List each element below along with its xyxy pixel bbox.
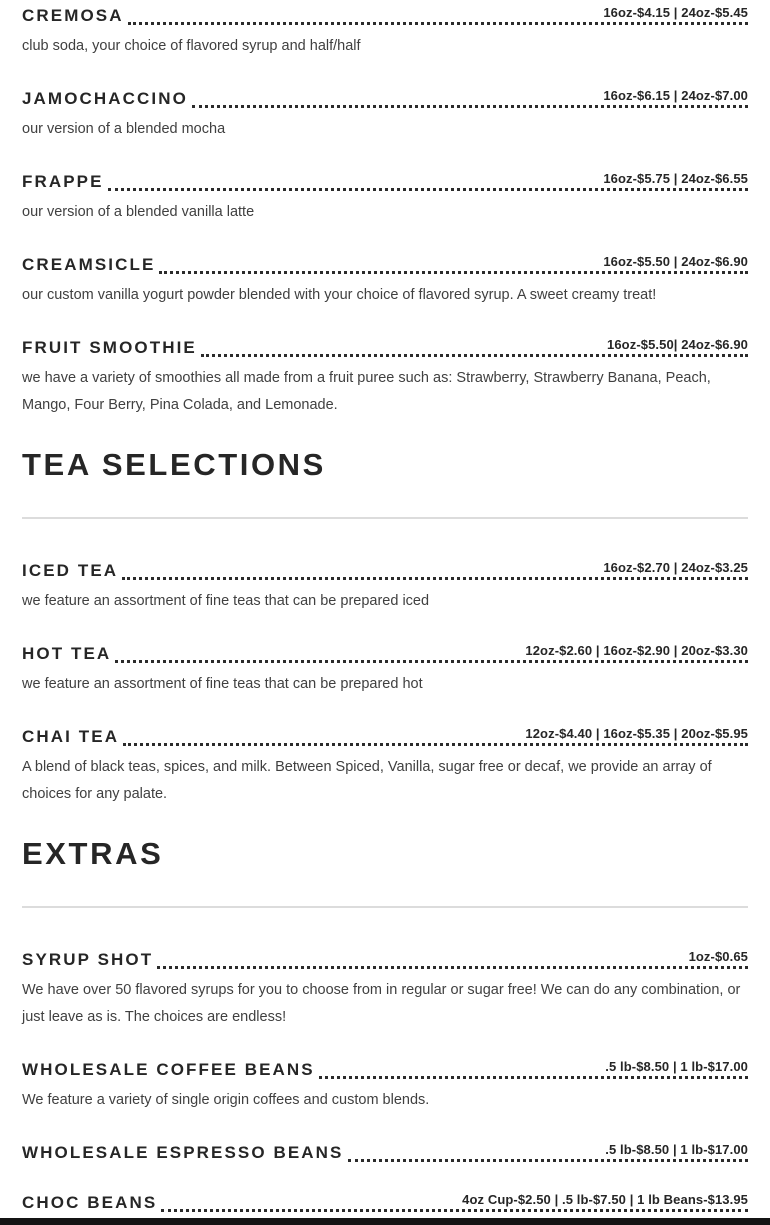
section-heading: EXTRAS: [22, 836, 164, 871]
menu-item-header: [22, 643, 748, 665]
menu-item-title: ICED TEA: [22, 561, 119, 580]
menu-section-tea-selections: [22, 447, 748, 808]
menu-item-title: JAMOCHACCINO: [22, 89, 188, 108]
menu-item-frappe: [22, 171, 748, 226]
dotted-leader: [201, 354, 748, 357]
menu-item-header: [22, 171, 748, 193]
menu-item-title: SYRUP SHOT: [22, 950, 154, 969]
menu-item-price: 12oz-$2.60 | 16oz-$2.90 | 20oz-$3.30: [525, 643, 748, 658]
menu-section-blended-drinks: [22, 5, 748, 419]
section-divider: [22, 517, 748, 519]
menu-item-header: [22, 5, 748, 27]
menu-item-wholesale-coffee-beans: [22, 1059, 748, 1114]
menu-item-description: We have over 50 flavored syrups for you to choose from in regular or sugar free! We can do any combination, or just leave as is. The choices are endless!: [22, 982, 741, 1025]
menu-item-price: .5 lb-$8.50 | 1 lb-$17.00: [605, 1059, 748, 1074]
menu-item-title: FRUIT SMOOTHIE: [22, 338, 197, 357]
menu-item-header: [22, 1059, 748, 1081]
menu-item-header: [22, 88, 748, 110]
menu-item-wholesale-espresso-beans: [22, 1142, 748, 1164]
dotted-leader: [115, 660, 748, 663]
menu-item-title: WHOLESALE ESPRESSO BEANS: [22, 1143, 344, 1162]
menu-item-price: 16oz-$4.15 | 24oz-$5.45: [603, 5, 748, 20]
menu-item-price: 16oz-$6.15 | 24oz-$7.00: [603, 88, 748, 103]
dotted-leader: [128, 22, 748, 25]
menu-item-price: 12oz-$4.40 | 16oz-$5.35 | 20oz-$5.95: [525, 726, 748, 741]
menu-item-price: 16oz-$2.70 | 24oz-$3.25: [603, 560, 748, 575]
menu-item-header: [22, 254, 748, 276]
menu-item-description: our custom vanilla yogurt powder blended with your choice of flavored syrup. A sweet creamy treat!: [22, 287, 657, 303]
menu-item-price: 16oz-$5.50| 24oz-$6.90: [607, 337, 748, 352]
dotted-leader: [123, 743, 748, 746]
menu-item-header: [22, 560, 748, 582]
section-heading: TEA SELECTIONS: [22, 447, 326, 482]
menu-item-fruit-smoothie: [22, 337, 748, 419]
menu-item-price: 4oz Cup-$2.50 | .5 lb-$7.50 | 1 lb Beans-$13.95: [462, 1192, 748, 1207]
dotted-leader: [122, 577, 748, 580]
menu-item-chai-tea: [22, 726, 748, 808]
menu-item-title: CREAMSICLE: [22, 255, 156, 274]
menu-item-header: [22, 1192, 748, 1214]
dotted-leader: [319, 1076, 748, 1079]
dotted-leader: [161, 1209, 748, 1212]
menu-item-creamsicle: [22, 254, 748, 309]
menu-item-header: [22, 949, 748, 971]
menu-item-title: CHOC BEANS: [22, 1193, 158, 1212]
dotted-leader: [348, 1159, 749, 1162]
menu-item-price: 1oz-$0.65: [688, 949, 748, 964]
menu-item-description: club soda, your choice of flavored syrup and half/half: [22, 38, 361, 54]
menu-item-price: .5 lb-$8.50 | 1 lb-$17.00: [605, 1142, 748, 1157]
footer-bar: [0, 1218, 770, 1225]
menu-item-header: [22, 726, 748, 748]
menu-item-title: HOT TEA: [22, 644, 112, 663]
menu-item-title: CREMOSA: [22, 6, 124, 25]
menu-item-title: WHOLESALE COFFEE BEANS: [22, 1060, 315, 1079]
menu-section-extras: [22, 836, 748, 1214]
dotted-leader: [159, 271, 748, 274]
menu-item-description: A blend of black teas, spices, and milk. Between Spiced, Vanilla, sugar free or decaf, we provide an array of choices for any palate.: [22, 759, 712, 802]
dotted-leader: [192, 105, 748, 108]
dotted-leader: [157, 966, 748, 969]
menu-item-price: 16oz-$5.75 | 24oz-$6.55: [603, 171, 748, 186]
menu-item-description: We feature a variety of single origin coffees and custom blends.: [22, 1092, 430, 1108]
menu-item-header: [22, 1142, 748, 1164]
menu-item-description: we feature an assortment of fine teas that can be prepared iced: [22, 593, 430, 609]
menu-item-jamochaccino: [22, 88, 748, 143]
menu-item-header: [22, 337, 748, 359]
menu-item-choc-beans: [22, 1192, 748, 1214]
menu-item-hot-tea: [22, 643, 748, 698]
menu-item-description: our version of a blended vanilla latte: [22, 204, 255, 220]
menu-item-iced-tea: [22, 560, 748, 615]
section-divider: [22, 906, 748, 908]
menu-item-syrup-shot: [22, 949, 748, 1031]
menu-item-title: FRAPPE: [22, 172, 104, 191]
menu-item-description: our version of a blended mocha: [22, 121, 226, 137]
menu-item-description: we have a variety of smoothies all made from a fruit puree such as: Strawberry, Strawberry Banana, Peach, Mango, Four Berry, Pina Colada, and Lemonade.: [22, 370, 711, 413]
menu-item-cremosa: [22, 5, 748, 60]
menu-item-description: we feature an assortment of fine teas that can be prepared hot: [22, 676, 423, 692]
menu-item-price: 16oz-$5.50 | 24oz-$6.90: [603, 254, 748, 269]
dotted-leader: [108, 188, 748, 191]
menu-item-title: CHAI TEA: [22, 727, 120, 746]
